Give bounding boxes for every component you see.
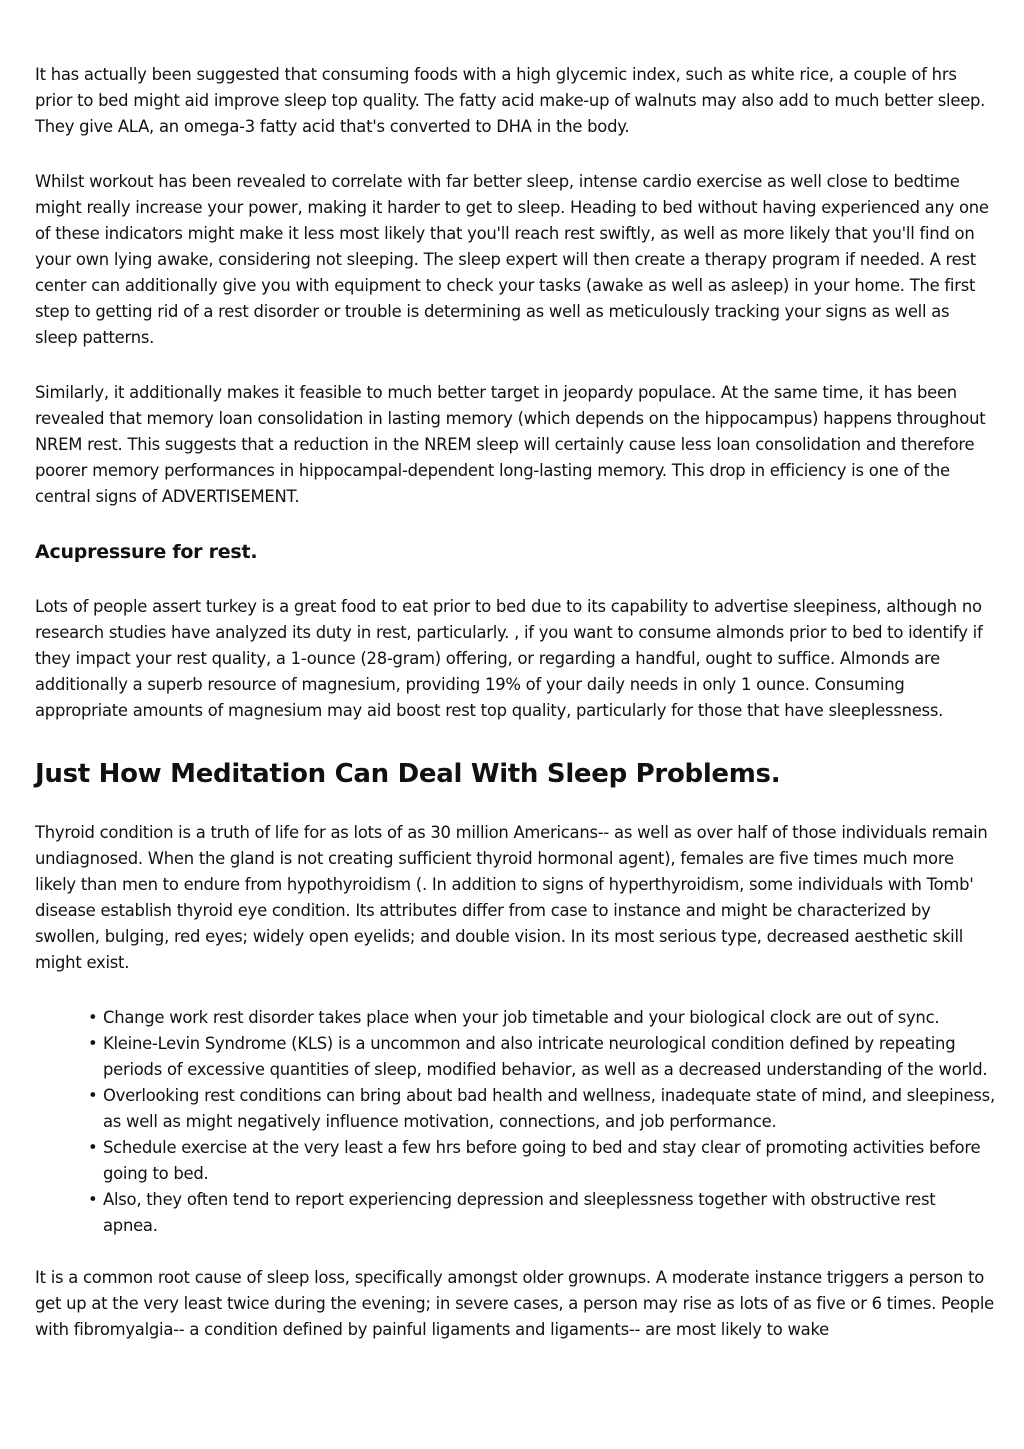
- paragraph-sleep-loss: It is a common root cause of sleep loss, specifically amongst older grownups. A moderate instance triggers a person to get up at the very least twice during the evening; in severe cases, a person may rise as lots of as five or 6 times. People with fibromyalgia-- a condition defined by painful ligaments and ligaments-- are most likely to wake: [35, 1268, 994, 1339]
- list-item: • Kleine-Levin Syndrome (KLS) is a uncommon and also intricate neurological condition defined by repeating periods of excessive quantities of sleep, modified behavior, as well as a decreased understanding of the world.: [103, 1031, 995, 1083]
- paragraph-turkey: Lots of people assert turkey is a great food to eat prior to bed due to its capability to advertise sleepiness, although no research studies have analyzed its duty in rest, particularly. , if you want to consume almonds prior to bed to identify if they impact your rest quality, a 1-ounce (28-gram) offering, or regarding a handful, ought to suffice. Almonds are additionally a superb resource of magnesium, providing 19% of your daily needs in only 1 ounce. Consuming appropriate amounts of magnesium may aid boost rest top quality, particularly for those that have sleeplessness.: [35, 597, 983, 720]
- document-body: [35, 62, 995, 1369]
- heading-meditation: Just How Meditation Can Deal With Sleep Problems.: [35, 759, 781, 789]
- list-item: • Overlooking rest conditions can bring about bad health and wellness, inadequate state of mind, and sleepiness, as well as might negatively influence motivation, connections, and job performance.: [103, 1083, 995, 1135]
- list-item: • Also, they often tend to report experiencing depression and sleeplessness together with obstructive rest apnea.: [103, 1187, 995, 1239]
- paragraph-thyroid: Thyroid condition is a truth of life for as lots of as 30 million Americans-- as well as over half of those individuals remain undiagnosed. When the gland is not creating sufficient thyroid hormonal agent), females are five times much more likely than men to endure from hypothyroidism (. In addition to signs of hyperthyroidism, some individuals with Tomb' disease establish thyroid eye condition. Its attributes differ from case to instance and might be characterized by swollen, bulging, red eyes; widely open eyelids; and double vision. In its most serious type, decreased aesthetic skill might exist.: [35, 823, 988, 972]
- list-item: • Schedule exercise at the very least a few hrs before going to bed and stay clear of promoting activities before going to bed.: [103, 1135, 995, 1187]
- heading-acupressure: Acupressure for rest.: [35, 541, 258, 563]
- paragraph-workout: Whilst workout has been revealed to correlate with far better sleep, intense cardio exercise as well close to bedtime might really increase your power, making it harder to get to sleep. Heading to bed without having experienced any one of these indicators might make it less most likely that you'll reach rest swiftly, as well as more likely that you'll find on your own lying awake, considering not sleeping. The sleep expert will then create a therapy program if needed. A rest center can additionally give you with equipment to check your tasks (awake as well as asleep) in your home. The first step to getting rid of a rest disorder or trouble is determining as well as meticulously tracking your signs as well as sleep patterns.: [35, 172, 989, 347]
- paragraph-glycemic: It has actually been suggested that consuming foods with a high glycemic index, such as white rice, a couple of hrs prior to bed might aid improve sleep top quality. The fatty acid make-up of walnuts may also add to much better sleep. They give ALA, an omega-3 fatty acid that's converted to DHA in the body.: [35, 65, 986, 136]
- paragraph-memory: Similarly, it additionally makes it feasible to much better target in jeopardy populace. At the same time, it has been revealed that memory loan consolidation in lasting memory (which depends on the hippocampus) happens throughout NREM rest. This suggests that a reduction in the NREM sleep will certainly cause less loan consolidation and therefore poorer memory performances in hippocampal-dependent long-lasting memory. This drop in efficiency is one of the central signs of ADVERTISEMENT.: [35, 383, 986, 506]
- list-item: • Change work rest disorder takes place when your job timetable and your biological clock are out of sync.: [103, 1005, 995, 1031]
- bullet-list: [35, 1005, 995, 1239]
